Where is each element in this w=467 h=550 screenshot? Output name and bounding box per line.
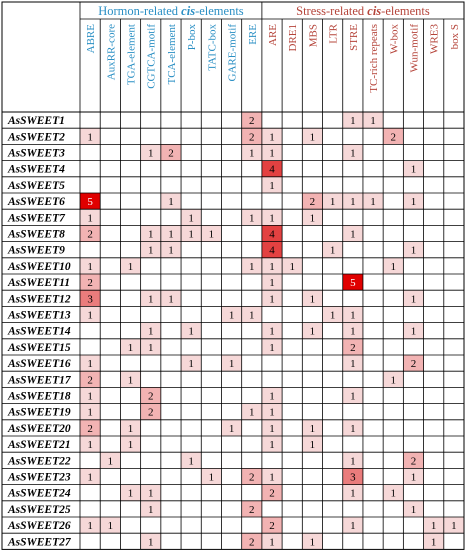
cell-value: 1 — [249, 309, 255, 322]
row-gene-label: AsSWEET15 — [8, 341, 71, 354]
cell-value: 1 — [127, 422, 134, 435]
cell-value: 1 — [309, 325, 316, 338]
cell-value: 1 — [430, 536, 437, 549]
cell-value: 1 — [249, 260, 255, 273]
cell-value: 1 — [208, 471, 215, 484]
cell-value: 2 — [249, 536, 255, 549]
row-gene-label: AsSWEET14 — [8, 325, 71, 338]
cell-value: 1 — [350, 196, 356, 209]
cell-value: 2 — [249, 503, 255, 516]
cell-value: 1 — [350, 147, 356, 160]
cell-value: 1 — [269, 147, 275, 160]
column-header-p-box: P-box — [186, 24, 199, 51]
cell-value: 2 — [87, 228, 93, 241]
cell-value: 4 — [269, 244, 275, 257]
column-header-mbs: MBS — [307, 24, 320, 48]
cell-value: 1 — [147, 325, 154, 338]
cell-value: 1 — [390, 374, 397, 387]
cell-value: 1 — [269, 179, 275, 192]
cell-value: 1 — [289, 260, 295, 273]
column-header-gare-motif: GARE-motif — [226, 24, 239, 82]
row-gene-label: AsSWEET8 — [8, 228, 65, 241]
row-gene-label: AsSWEET18 — [8, 390, 71, 403]
cell-value: 1 — [390, 260, 397, 273]
cell-value: 1 — [188, 455, 194, 468]
row-gene-label: AsSWEET19 — [8, 406, 71, 419]
cell-value: 1 — [168, 196, 174, 209]
row-gene-label: AsSWEET21 — [8, 439, 71, 452]
cell-value: 1 — [350, 325, 356, 338]
cell-value: 1 — [107, 455, 114, 468]
cell-value: 1 — [390, 487, 397, 500]
cell-value: 1 — [127, 374, 134, 387]
row-gene-label: AsSWEET20 — [8, 422, 71, 435]
cell-value: 1 — [329, 309, 336, 322]
row-gene-label: AsSWEET5 — [8, 179, 65, 192]
column-header-tatc-box: TATC-box — [206, 23, 219, 71]
cell-value: 1 — [350, 422, 356, 435]
cell-value: 1 — [350, 309, 356, 322]
cell-value: 1 — [269, 390, 275, 403]
row-gene-label: AsSWEET9 — [8, 244, 65, 257]
cell-value: 1 — [410, 244, 417, 257]
cell-value: 1 — [269, 325, 275, 338]
row-gene-label: AsSWEET6 — [8, 196, 65, 209]
cell-value: 1 — [249, 406, 255, 419]
column-header-auxrr-core: AuxRR-core — [105, 24, 118, 81]
cell-value: 1 — [87, 406, 93, 419]
cell-value: 1 — [430, 520, 437, 533]
cell-value: 1 — [127, 487, 134, 500]
cell-value: 1 — [127, 439, 134, 452]
row-gene-label: AsSWEET7 — [8, 212, 65, 225]
cell-value: 2 — [87, 374, 93, 387]
stress-group-header-prefix: Stress-related — [296, 4, 368, 18]
cell-value: 1 — [350, 487, 356, 500]
cell-value: 1 — [87, 309, 93, 322]
column-header-w-box: W-box — [388, 24, 401, 54]
cell-value: 2 — [269, 520, 275, 533]
cell-value: 1 — [410, 503, 417, 516]
cell-value: 1 — [309, 212, 316, 225]
cell-value: 1 — [309, 293, 316, 306]
cell-value: 5 — [87, 196, 93, 209]
cell-value: 1 — [147, 244, 154, 257]
cell-value: 2 — [390, 131, 397, 144]
cell-value: 2 — [87, 422, 93, 435]
cell-value: 1 — [269, 260, 275, 273]
cell-value: 1 — [168, 244, 174, 257]
cell-value: 4 — [269, 228, 275, 241]
cell-value: 2 — [350, 341, 356, 354]
column-header-are: ARE — [267, 24, 279, 46]
cell-value: 2 — [309, 196, 316, 209]
cell-value: 1 — [410, 325, 417, 338]
row-gene-label: AsSWEET23 — [8, 471, 71, 484]
column-header-ere: ERE — [246, 24, 259, 45]
cell-value: 1 — [370, 196, 376, 209]
cell-value: 5 — [350, 277, 356, 290]
column-header-stre: STRE — [347, 24, 360, 51]
column-header-dre1: DRE1 — [287, 24, 300, 52]
cell-value: 1 — [249, 147, 255, 160]
grid-lines — [2, 2, 464, 549]
cell-value: 1 — [127, 260, 134, 273]
cell-value: 1 — [410, 293, 417, 306]
cell-value: 1 — [451, 520, 457, 533]
cell-value: 2 — [87, 277, 93, 290]
cell-value: 1 — [269, 131, 275, 144]
row-gene-label: AsSWEET24 — [8, 487, 71, 500]
stress-group-header — [296, 4, 430, 18]
cell-value: 1 — [107, 520, 114, 533]
row-gene-label: AsSWEET13 — [8, 309, 71, 322]
column-header-tc-rich-repeats: TC-rich repeats — [368, 24, 381, 93]
cell-value: 1 — [87, 471, 93, 484]
column-header-tca-element: TCA-element — [165, 24, 178, 85]
cell-value: 1 — [147, 293, 154, 306]
cell-value: 1 — [87, 260, 93, 273]
column-header-cgtca-motif: CGTCA-motif — [145, 24, 158, 89]
row-gene-label: AsSWEET11 — [8, 277, 70, 290]
cell-value: 1 — [269, 341, 275, 354]
cell-value: 1 — [147, 341, 154, 354]
cell-value: 1 — [269, 277, 275, 290]
cell-value: 2 — [410, 455, 417, 468]
hormone-group-header-cis: cis — [181, 4, 196, 18]
cell-value: 1 — [269, 293, 275, 306]
cell-value: 1 — [269, 471, 275, 484]
row-gene-label: AsSWEET2 — [8, 131, 65, 144]
row-gene-label: AsSWEET22 — [8, 455, 71, 468]
cell-value: 4 — [269, 163, 275, 176]
cell-value: 1 — [228, 358, 235, 371]
cell-value: 1 — [168, 228, 174, 241]
row-gene-label: AsSWEET4 — [8, 163, 65, 176]
cell-value: 1 — [188, 358, 194, 371]
cell-value: 1 — [269, 406, 275, 419]
cell-value: 1 — [228, 422, 235, 435]
row-gene-label: AsSWEET10 — [8, 260, 71, 273]
cell-value: 1 — [350, 115, 356, 128]
column-header-box-s: box S — [448, 24, 461, 50]
cell-value: 1 — [350, 358, 356, 371]
cell-value: 1 — [188, 212, 194, 225]
hormone-group-header-suffix: -elements — [195, 4, 244, 18]
row-gene-label: AsSWEET25 — [8, 503, 71, 516]
cell-value: 1 — [410, 196, 417, 209]
cell-value: 1 — [350, 228, 356, 241]
cell-value: 3 — [350, 471, 356, 484]
hormone-group-header — [98, 4, 244, 18]
cell-value: 1 — [228, 309, 235, 322]
column-header-tga-element: TGA-element — [125, 24, 138, 86]
cell-value: 1 — [147, 503, 154, 516]
cell-value: 1 — [269, 536, 275, 549]
hormone-group-header-prefix: Hormon-related — [98, 4, 182, 18]
cell-value: 1 — [208, 228, 215, 241]
cell-value: 1 — [350, 455, 356, 468]
cell-value: 2 — [168, 147, 174, 160]
row-gene-label: AsSWEET27 — [8, 536, 71, 549]
column-header-wre3: WRE3 — [428, 24, 441, 54]
cell-value: 1 — [309, 439, 316, 452]
cell-value: 1 — [188, 228, 194, 241]
cell-value: 1 — [147, 147, 154, 160]
cell-value: 1 — [269, 439, 275, 452]
cell-value: 1 — [87, 520, 93, 533]
cell-value: 2 — [249, 131, 255, 144]
cell-value: 1 — [370, 115, 376, 128]
cell-value: 1 — [127, 341, 134, 354]
cell-value: 2 — [269, 487, 275, 500]
stress-group-header-cis: cis — [367, 4, 382, 18]
cell-value: 1 — [309, 422, 316, 435]
cell-value: 1 — [350, 390, 356, 403]
cell-value: 3 — [87, 293, 93, 306]
column-header-ltr: LTR — [327, 24, 340, 44]
cell-value: 2 — [147, 390, 154, 403]
cell-value: 1 — [147, 487, 154, 500]
cell-value: 1 — [269, 422, 275, 435]
cell-value: 1 — [87, 358, 93, 371]
cell-value: 1 — [329, 196, 336, 209]
cell-value: 1 — [410, 163, 417, 176]
row-gene-label: AsSWEET16 — [8, 358, 71, 371]
cell-value: 1 — [87, 390, 93, 403]
row-gene-label: AsSWEET12 — [8, 293, 71, 306]
cell-value: 1 — [309, 536, 316, 549]
column-header-abre: ABRE — [85, 24, 98, 54]
cell-value: 1 — [350, 520, 356, 533]
row-gene-label: AsSWEET17 — [8, 374, 71, 387]
row-gene-label: AsSWEET26 — [8, 520, 71, 533]
cell-value: 1 — [147, 228, 154, 241]
cell-value: 1 — [168, 293, 174, 306]
cell-value: 1 — [147, 536, 154, 549]
row-gene-label: AsSWEET1 — [8, 115, 65, 128]
cell-value: 1 — [87, 439, 93, 452]
cell-value: 1 — [269, 212, 275, 225]
cell-value: 2 — [147, 406, 154, 419]
cell-value: 1 — [309, 131, 316, 144]
row-gene-label: AsSWEET3 — [8, 147, 65, 160]
cell-value: 1 — [410, 471, 417, 484]
cell-value: 2 — [249, 471, 255, 484]
cell-value: 1 — [329, 244, 336, 257]
cell-value: 1 — [87, 212, 93, 225]
cell-value: 1 — [249, 212, 255, 225]
cell-value: 2 — [410, 358, 417, 371]
cell-value: 1 — [87, 131, 93, 144]
cell-value: 1 — [188, 325, 194, 338]
stress-group-header-suffix: -elements — [381, 4, 430, 18]
cell-value: 2 — [249, 115, 255, 128]
column-header-wun-motif: Wun-motif — [408, 24, 421, 73]
